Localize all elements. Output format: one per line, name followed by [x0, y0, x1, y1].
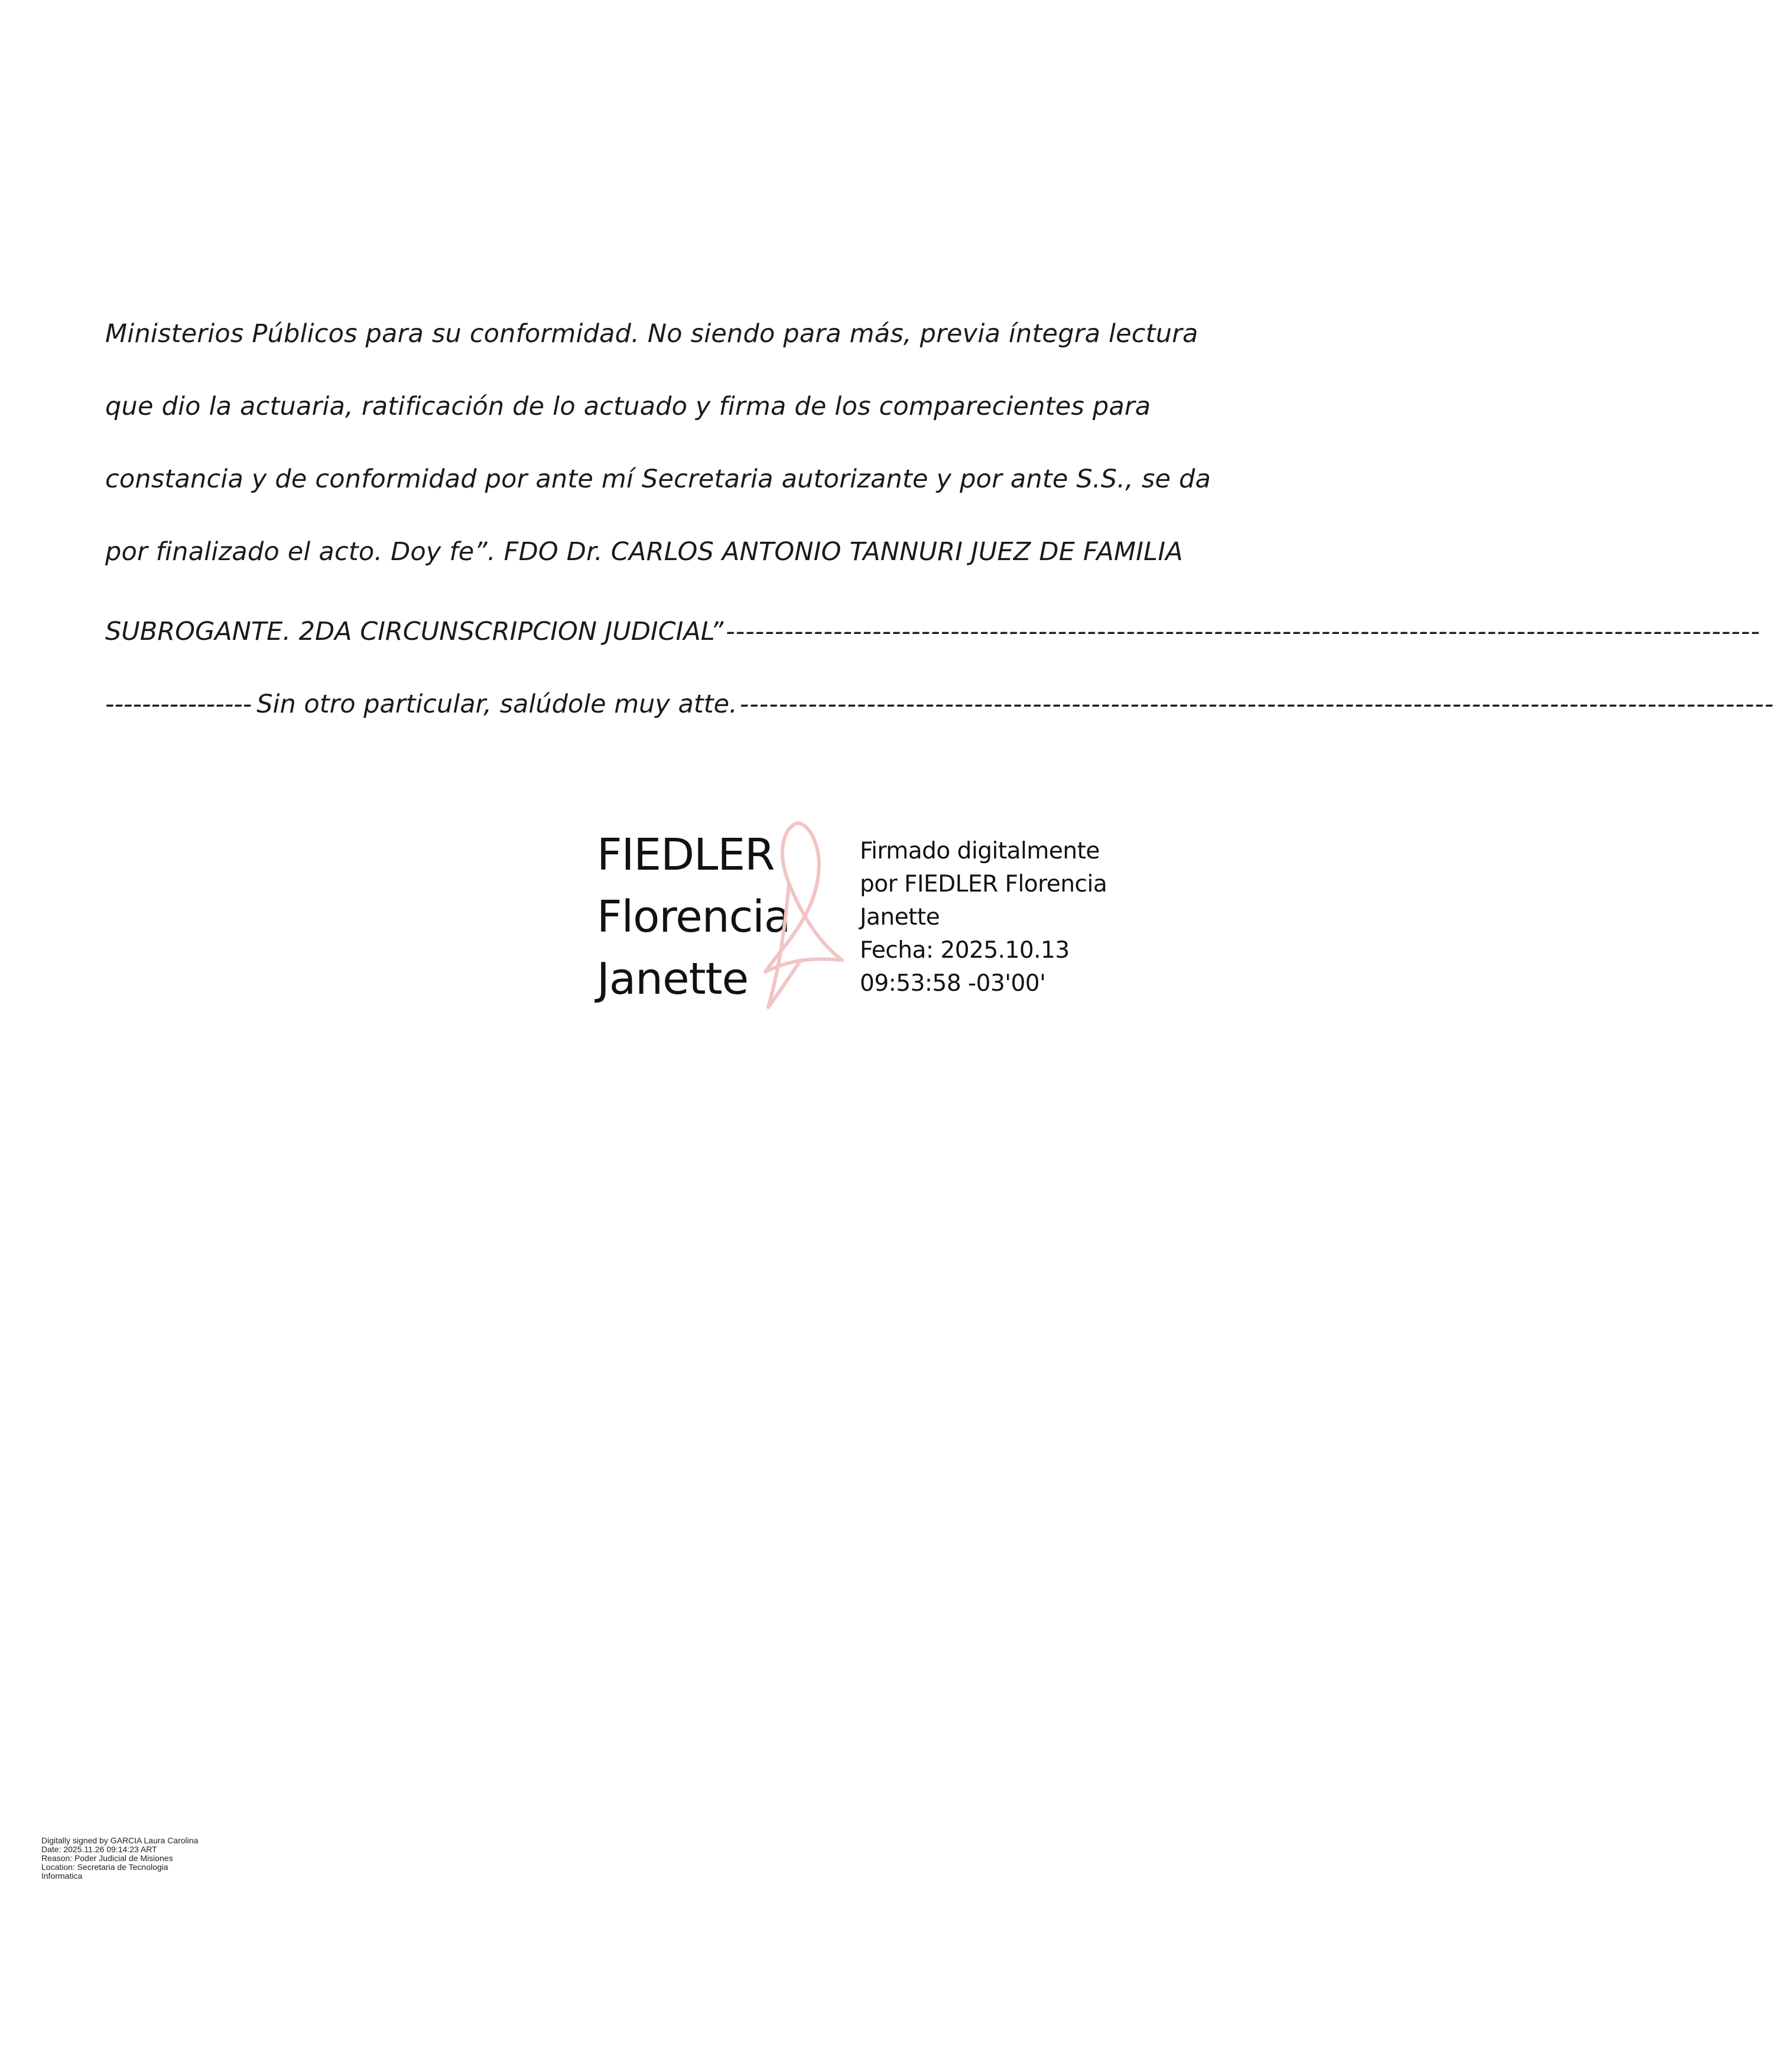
dash-filler: ---------------- — [105, 689, 252, 719]
court-text: SUBROGANTE. 2DA CIRCUNSCRIPCION JUDICIAL” — [105, 616, 724, 646]
body-line-farewell — [105, 668, 1774, 740]
digital-signature-block — [597, 824, 1129, 1025]
signature-details — [860, 835, 1107, 1000]
footer-digital-signature-stamp — [41, 1836, 198, 1881]
body-line: Ministerios Públicos para su conformidad. No siendo para más, previa íntegra lectura — [105, 319, 1198, 349]
signer-name-line: Janette — [597, 954, 749, 1004]
body-line: por finalizado el acto. Doy fe”. FDO Dr. CARLOS ANTONIO TANNURI JUEZ DE FAMILIA — [105, 537, 1183, 567]
footer-signature-line: Digitally signed by GARCIA Laura Carolina — [41, 1836, 199, 1845]
farewell-text: Sin otro particular, salúdole muy atte. — [256, 689, 737, 719]
body-line: que dio la actuaria, ratificación de lo actuado y firma de los comparecientes para — [105, 392, 1151, 421]
body-text — [105, 304, 1774, 740]
adobe-signature-icon — [753, 818, 848, 1013]
dash-filler: ---------------------------------------------------------------------------------------------------------- — [739, 689, 1774, 719]
body-line-closing-court — [105, 595, 1760, 668]
signer-name-line: Florencia — [597, 892, 791, 942]
body-line: constancia y de conformidad por ante mí Secretaria autorizante y por ante S.S., se da — [105, 464, 1211, 494]
signature-time-line: 09:53:58 -03'00' — [860, 970, 1046, 997]
footer-signature-line: Informatica — [41, 1871, 83, 1881]
signature-date-line: Fecha: 2025.10.13 — [860, 937, 1070, 964]
signer-name-line: FIEDLER — [597, 830, 775, 880]
footer-signature-line: Reason: Poder Judicial de Misiones — [41, 1853, 173, 1863]
signature-detail-line: por FIEDLER Florencia — [860, 871, 1107, 897]
dash-filler: ---------------------------------------------------------------------------------------------------------- — [726, 616, 1760, 646]
signature-detail-line: Firmado digitalmente — [860, 838, 1100, 864]
footer-signature-line: Location: Secretaria de Tecnologia — [41, 1862, 168, 1872]
footer-signature-line: Date: 2025.11.26 09:14:23 ART — [41, 1845, 157, 1854]
signature-detail-line: Janette — [860, 904, 940, 931]
